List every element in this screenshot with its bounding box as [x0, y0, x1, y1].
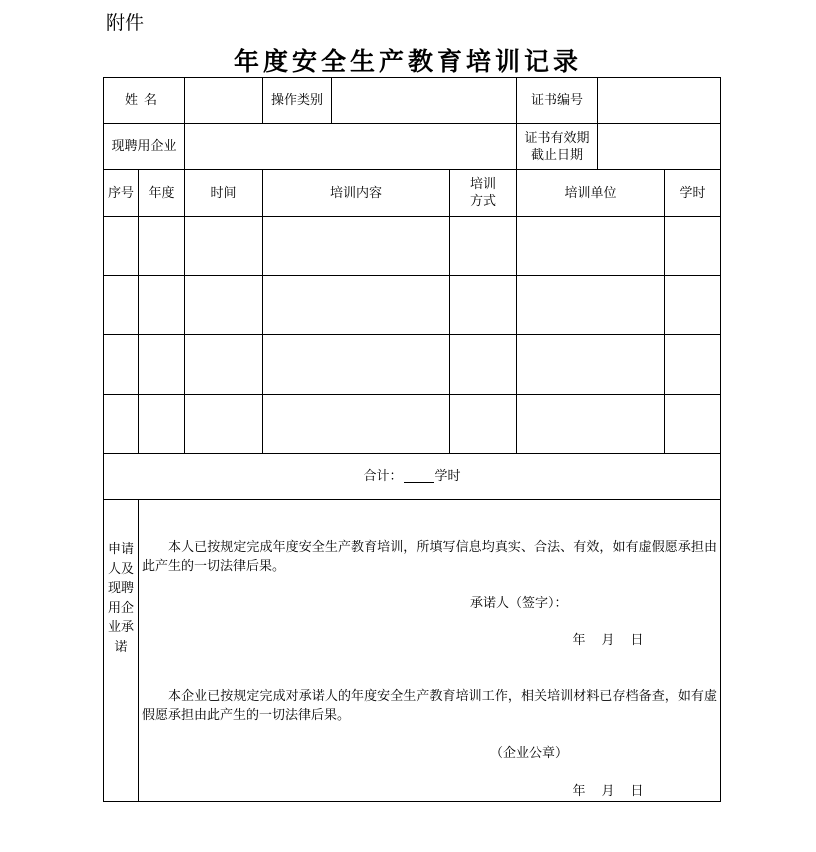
cert-expiry-label [517, 124, 597, 169]
cert-expiry-label-line1: 证书有效期 [524, 130, 590, 146]
date-year: 年 [572, 783, 586, 799]
attachment-label: 附件 [106, 12, 145, 34]
name-label: 姓名 [124, 93, 163, 108]
total-row [104, 454, 720, 499]
company-date [548, 782, 668, 800]
col-header-seq: 序号 [107, 185, 134, 201]
border-bottom [103, 801, 721, 802]
pledge-side-label: 申请人及现聘用企业承诺 [108, 542, 135, 655]
total-unit: 学时 [434, 469, 461, 484]
date-day: 日 [630, 783, 644, 799]
date-month: 月 [601, 632, 615, 648]
operation-type-label: 操作类别 [270, 93, 323, 108]
date-day: 日 [630, 632, 644, 648]
row-divider [103, 499, 721, 500]
page-title: 年度安全生产教育培训记录 [233, 47, 582, 76]
col-header-method [450, 170, 516, 216]
cert-expiry-field[interactable] [598, 124, 720, 169]
cert-no-field[interactable] [598, 78, 720, 123]
col-header-time: 时间 [210, 185, 237, 201]
col-header-content: 培训内容 [329, 185, 382, 201]
cert-expiry-label-line2: 截止日期 [530, 147, 583, 163]
company-seal-label: （企业公章） [490, 745, 569, 761]
border-right [720, 77, 721, 802]
col-header-hours: 学时 [679, 185, 706, 201]
table-row[interactable] [104, 395, 720, 453]
operation-type-field[interactable] [332, 78, 516, 123]
date-month: 月 [601, 783, 615, 799]
company-pledge-text: 本企业已按规定完成对承诺人的年度安全生产教育培训工作，相关培训材料已存档备查，如有虚假愿承担由此产生的一切法律后果。 [142, 689, 717, 723]
applicant-pledge-text: 本人已按规定完成年度安全生产教育培训，所填写信息均真实、合法、有效，如有虚假愿承担由此产生的一切法律后果。 [142, 540, 717, 574]
col-header-method-line2: 方式 [469, 194, 496, 209]
applicant-signature-label: 承诺人（签字）： [470, 595, 568, 611]
total-hours-field[interactable] [404, 470, 434, 483]
table-row[interactable] [104, 217, 720, 275]
applicant-date [548, 631, 668, 649]
cert-no-label: 证书编号 [530, 93, 583, 108]
name-field[interactable] [185, 78, 262, 123]
date-year: 年 [572, 632, 586, 648]
table-row[interactable] [104, 276, 720, 334]
col-header-unit: 培训单位 [564, 185, 617, 201]
employer-field[interactable] [185, 124, 516, 169]
col-header-year: 年度 [148, 185, 175, 201]
table-row[interactable] [104, 335, 720, 394]
col-divider [138, 499, 139, 801]
total-label: 合计： [363, 469, 403, 484]
col-header-method-line1: 培训 [469, 177, 496, 192]
employer-label: 现聘用企业 [111, 139, 177, 154]
